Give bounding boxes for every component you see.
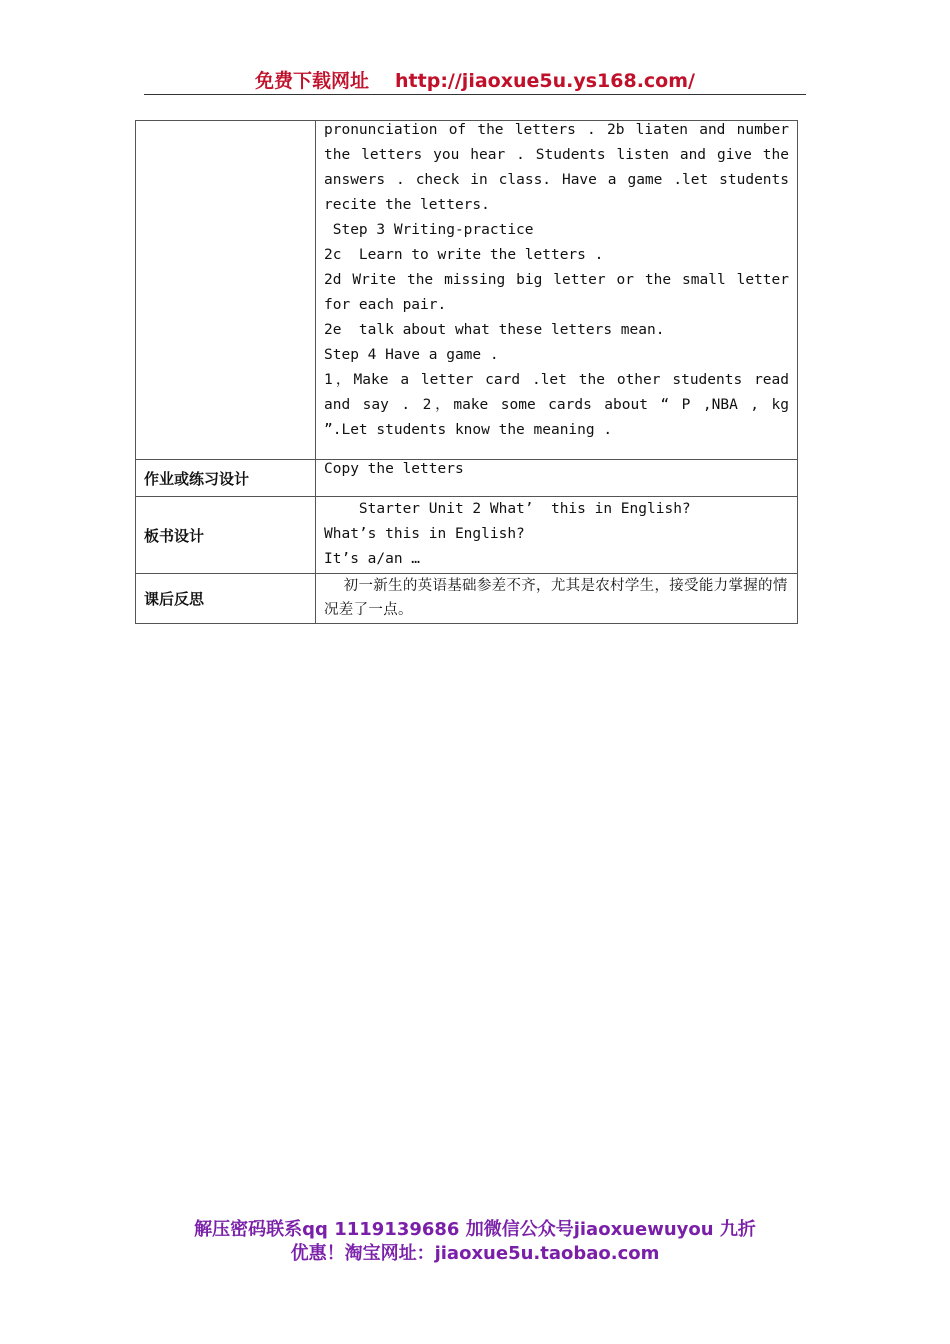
step3-heading: Step 3 Writing-practice [324,222,534,238]
page-footer [0,1218,950,1266]
footer-line-2: 优惠！淘宝网址：jiaoxue5u.taobao.com [290,1243,660,1264]
homework-text: Copy the letters [324,461,464,477]
reflection-label: 课后反思 [136,574,316,624]
item-2e: 2e talk about what these letters mean. [324,322,665,338]
game-text: 1，Make a letter card .let the other students read and say . 2，make some cards about “ P ,NBA , kg ”.Let students know the meaning . [324,372,789,438]
board-line-2: What’s this in English? [324,526,525,542]
board-label: 板书设计 [136,497,316,574]
steps-cell [316,121,798,460]
homework-content [316,460,798,497]
board-content [316,497,798,574]
empty-label-cell [136,121,316,460]
page-header [144,66,806,95]
site-label: 免费下载网址 [255,70,370,92]
step4-heading: Step 4 Have a game . [324,347,499,363]
table-row [136,121,798,460]
footer-line-1: 解压密码联系qq 1119139686 加微信公众号jiaoxuewuyou 九折 [194,1219,756,1240]
table-row [136,497,798,574]
homework-label: 作业或练习设计 [136,460,316,497]
item-2d: 2d Write the missing big letter or the small letter for each pair. [324,272,789,313]
header-url-link[interactable]: http://jiaoxue5u.ys168.com/ [395,70,695,92]
reflection-content: 初一新生的英语基础参差不齐，尤其是农村学生，接受能力掌握的情况差了一点。 [316,574,798,624]
board-line-3: It’s a/an … [324,551,421,567]
table-row [136,574,798,624]
table-row [136,460,798,497]
steps-paragraph: pronunciation of the letters . 2b liaten and number the letters you hear . Students listen and give the answers . check in class. Have a game .let students recite the letters. [324,122,789,213]
item-2c: 2c Learn to write the letters . [324,247,604,263]
lesson-plan-table [135,120,798,624]
board-line-1: Starter Unit 2 What’ this in English? [324,501,691,517]
